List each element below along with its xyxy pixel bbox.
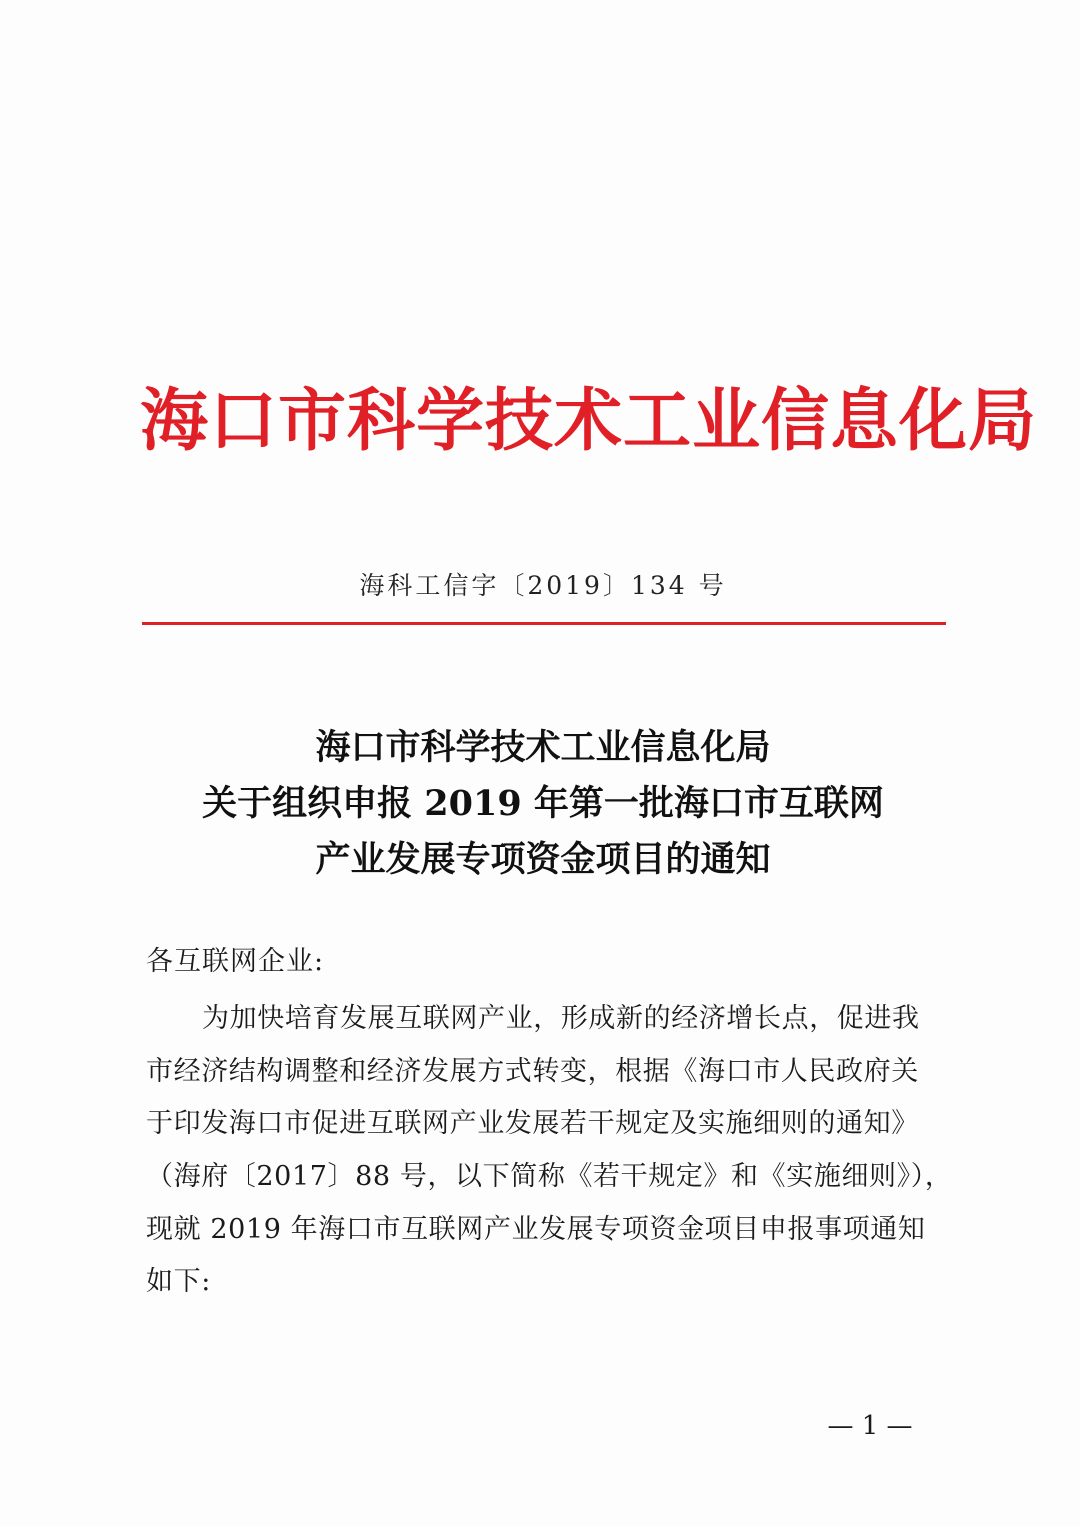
body-line: 于印发海口市促进互联网产业发展若干规定及实施细则的通知》 [146, 1108, 919, 1140]
red-divider [142, 622, 946, 625]
title-line: 海口市科学技术工业信息化局 [315, 727, 771, 768]
title-line: 关于组织申报 2019 年第一批海口市互联网 [202, 783, 884, 824]
body-line: 现就 2019 年海口市互联网产业发展专项资金项目申报事项通知 [146, 1213, 926, 1245]
document-number: 海科工信字〔2019〕134 号 [359, 571, 727, 600]
salutation: 各互联网企业: [146, 946, 325, 977]
body-line: 为加快培育发展互联网产业，形成新的经济增长点，促进我 [202, 1003, 920, 1034]
body-line: 如下: [146, 1266, 211, 1298]
document-title [140, 720, 946, 888]
body-line: 市经济结构调整和经济发展方式转变，根据《海口市人民政府关 [146, 1055, 919, 1087]
agency-header: 海口市科学技术工业信息化局 [140, 382, 1038, 461]
page-number: — 1 — [827, 1411, 913, 1441]
body-paragraph [146, 993, 953, 1309]
body-line: （海府〔2017〕88 号，以下简称《若干规定》和《实施细则》）， [146, 1161, 953, 1193]
title-line: 产业发展专项资金项目的通知 [315, 839, 771, 880]
